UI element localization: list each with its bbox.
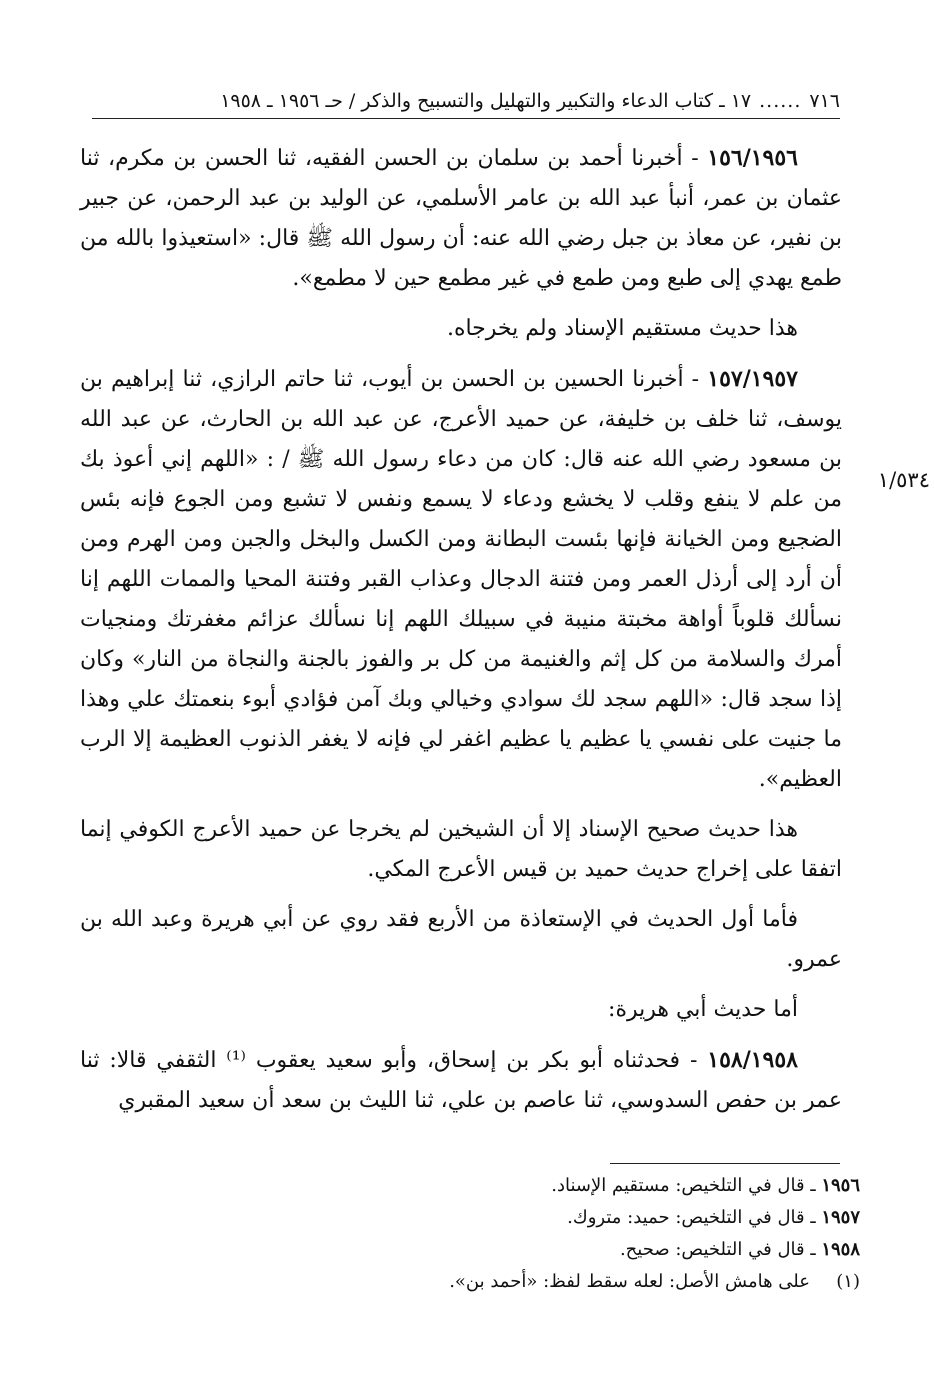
footnote-item [360,1234,860,1266]
commentary [80,900,842,980]
header-dots: ...... [759,90,802,112]
grading-note [80,309,842,349]
hadith-text: - فحدثناه أبو بكر بن إسحاق، وأبو سعيد يعقوب ⁽¹⁾ الثقفي قالا: ثنا عمر بن حفص السدوسي، ثنا عاصم بن علي، ثنا الليث بن سعد أن سعيد المقبري [80,1048,842,1113]
hadith-number: ١٥٨/١٩٥٨ [707,1047,798,1073]
margin-reference: ١/٥٣٤ [877,468,930,492]
footnote-item [360,1170,860,1202]
grading-text: هذا حديث مستقيم الإسناد ولم يخرجاه. [446,316,798,341]
footnotes [360,1170,860,1298]
footnote-rule [610,1163,840,1164]
page-number: ٧١٦ [809,90,840,112]
subheading-text: أما حديث أبي هريرة: [608,997,798,1022]
hadith-1956 [80,138,842,299]
subheading [80,990,842,1030]
footnote-number: ١٩٥٦ [821,1175,860,1196]
hadith-1958 [80,1040,842,1121]
footnote-text: ـ قال في التلخيص: حميد: متروك. [567,1207,822,1228]
header-title: ١٧ ـ كتاب الدعاء والتكبير والتهليل والتسبيح والذكر / حـ ١٩٥٦ ـ ١٩٥٨ [220,90,752,112]
hadith-text: - أخبرنا الحسين بن الحسن بن أيوب، ثنا حاتم الرازي، ثنا إبراهيم بن يوسف، ثنا خلف بن خليفة، عن حميد الأعرج، عن عبد الله بن الحارث، عن عبد الله بن مسعود رضي الله عنه قال: كان من دعاء رسول الله ﷺ / : «اللهم إني أعوذ بك من علم لا ينفع وقلب لا يخشع ودعاء لا يسمع ونفس لا تشبع ومن الجوع فإنه بئس الضجيع ومن الخيانة فإنها بئست البطانة ومن الكسل والبخل والجبن ومن الهرم ومن أن أرد إلى أرذل العمر ومن فتنة الدجال وعذاب القبر وفتنة المحيا والممات اللهم إنا نسألك قلوباً أواهة مخبتة منيبة في سبيلك اللهم إنا نسألك عزائم مغفرتك ومنجيات أمرك والسلامة من كل إثم والغنيمة من كل بر والفوز بالجنة والنجاة من النار» وكان إذا سجد قال: «اللهم سجد لك سوادي وخيالي وبك آمن فؤادي أبوء بنعمتك علي وهذا ما جنيت على نفسي يا عظيم يا عظيم اغفر لي فإنه لا يغفر الذنوب العظيمة إلا الرب العظيم». [80,367,842,792]
hadith-number: ١٥٧/١٩٥٧ [707,366,798,392]
header-rule [92,118,840,119]
hadith-number: ١٥٦/١٩٥٦ [707,145,798,171]
grading-note [80,810,842,890]
footnote-text: على هامش الأصل: لعله سقط لفظ: «أحمد بن». [449,1271,810,1292]
running-header [92,86,840,116]
grading-text: هذا حديث صحيح الإسناد إلا أن الشيخين لم يخرجا عن حميد الأعرج الكوفي إنما اتفقا على إخراج حديث حميد بن قيس الأعرج المكي. [80,817,842,882]
footnote-number: ١٩٥٨ [821,1239,860,1260]
footnote-number: ١٩٥٧ [821,1207,860,1228]
main-text [80,138,842,1131]
footnote-item [360,1202,860,1234]
commentary-text: فأما أول الحديث في الإستعاذة من الأربع فقد روي عن أبي هريرة وعبد الله بن عمرو. [80,907,842,972]
hadith-text: - أخبرنا أحمد بن سلمان بن الحسن الفقيه، ثنا الحسن بن مكرم، ثنا عثمان بن عمر، أنبأ عبد الله بن عامر الأسلمي، عن الوليد بن عبد الرحمن، عن جبير بن نفير، عن معاذ بن جبل رضي الله عنه: أن رسول الله ﷺ قال: «استعيذوا بالله من طمع يهدي إلى طبع ومن طمع في غير مطمع حين لا مطمع». [80,146,842,291]
footnote-item [360,1266,860,1298]
footnote-text: ـ قال في التلخيص: صحيح. [619,1239,822,1260]
footnote-marker: (١) [836,1271,860,1292]
footnote-text: ـ قال في التلخيص: مستقيم الإسناد. [551,1175,822,1196]
hadith-1957 [80,359,842,800]
